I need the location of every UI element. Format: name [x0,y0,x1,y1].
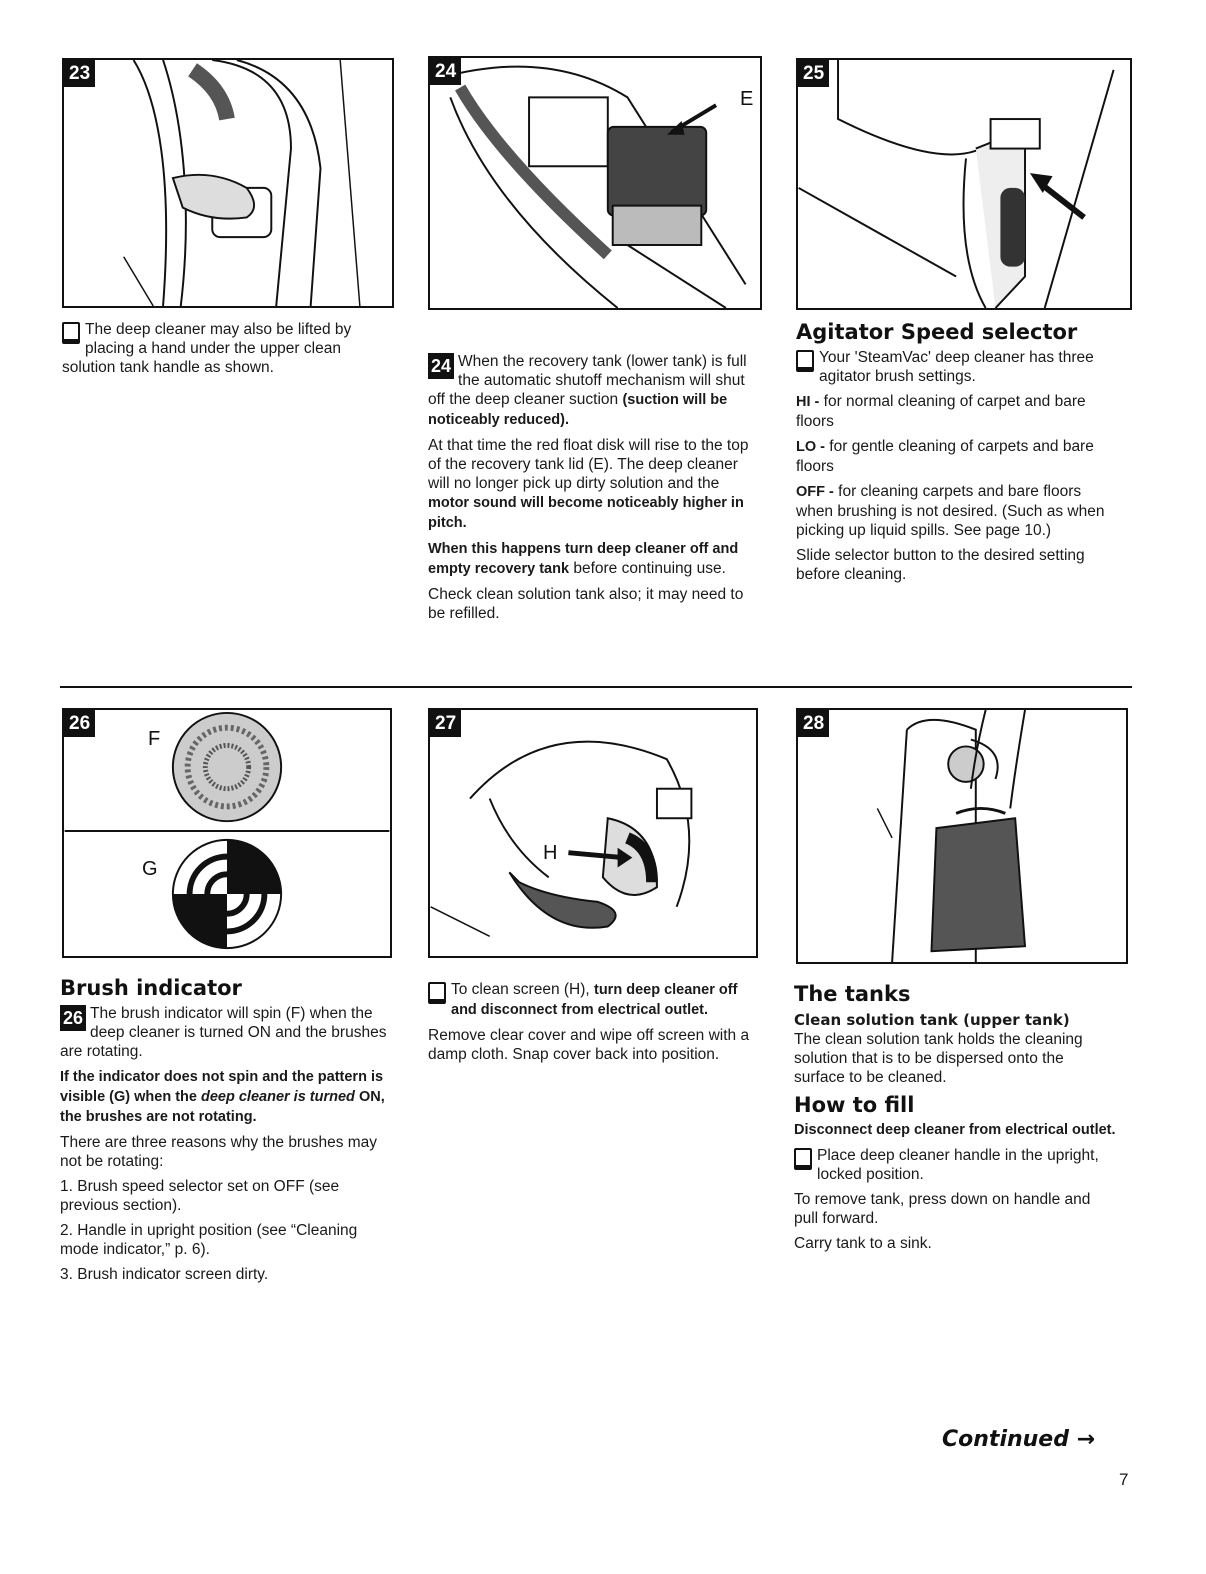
spin-description: The brush indicator will spin (F) when the deep cleaner is turned ON and the brushes are rotating. [60,1005,387,1060]
setting-lo-text: for gentle cleaning of carpets and bare floors [796,438,1094,475]
reason-2: 2. Handle in upright position (see “Cleaning mode indicator,” p. 6). [60,1222,358,1258]
figure-24 [428,56,762,310]
section-divider [60,686,1132,688]
figure-25 [796,58,1132,310]
illustration-recovery-tank [430,58,760,308]
no-spin-warning: If the indicator does not spin and the pattern is visible (G) when the [60,1069,384,1105]
text-column-26 [60,976,390,1290]
setting-hi-text: for normal cleaning of carpet and bare floors [796,393,1086,430]
clean-screen-text: To clean screen (H), [451,981,594,998]
illustration-brush-indicator [64,710,390,956]
figure-number-26: 26 [64,710,95,737]
page-number: 7 [1119,1470,1129,1489]
subheading-clean-solution-tank: Clean solution tank (upper tank) [794,1011,1070,1029]
figure-number-24: 24 [430,58,461,85]
text-column-24 [428,352,750,629]
checkbox-icon [794,1148,812,1170]
continuing-use-text: before continuing use. [569,560,726,577]
callout-g: G [142,858,158,880]
no-spin-warning-italic: deep cleaner is turned [201,1089,355,1105]
checkbox-icon [62,322,80,344]
text-column-25 [796,320,1116,590]
reason-1: 1. Brush speed selector set on OFF (see previous section). [60,1178,340,1214]
heading-brush-indicator: Brush indicator [60,976,242,1000]
text-column-27 [428,980,754,1070]
heading-how-to-fill: How to fill [794,1093,915,1117]
remove-tank-text: To remove tank, press down on handle and pull forward. [794,1191,1091,1227]
figure-27 [428,708,758,958]
setting-off-text: for cleaning carpets and bare floors when brushing is not desired. (Such as when picking up liquid spills. See page 10.) [796,483,1105,539]
callout-f: F [148,728,161,750]
slide-selector-text: Slide selector button to the desired setting before cleaning. [796,547,1085,583]
illustration-hand-lifting-tank [64,60,392,306]
empty-tank-instruction: When this happens turn deep cleaner off and empty recovery tank [428,541,739,577]
figure-number-27: 27 [430,710,461,737]
illustration-clean-screen [430,710,756,956]
figure-number-25: 25 [798,60,829,87]
text-column-28 [794,982,1118,1259]
text-column-23 [62,320,380,383]
reasons-intro: There are three reasons why the brushes may not be rotating: [60,1134,378,1170]
figure-28 [796,708,1128,964]
lift-instruction: The deep cleaner may also be lifted by placing a hand under the upper clean solution tank handle as shown. [62,321,352,376]
setting-lo-label: LO - [796,439,825,455]
handle-upright-text: Place deep cleaner handle in the upright, locked position. [817,1147,1099,1183]
step-chip-24: 24 [428,353,454,379]
carry-tank-text: Carry tank to a sink. [794,1235,932,1252]
heading-the-tanks: The tanks [794,982,911,1006]
setting-off-label: OFF - [796,484,834,500]
motor-sound-note: motor sound will become noticeably higher in pitch. [428,495,744,531]
clean-tank-description: The clean solution tank holds the cleaning solution that is to be dispersed onto the surface to be cleaned. [794,1031,1083,1086]
step-chip-26: 26 [60,1005,86,1031]
continued-label: Continued → [942,1427,1096,1452]
agitator-intro: Your 'SteamVac' deep cleaner has three agitator brush settings. [819,349,1094,385]
checkbox-icon [428,982,446,1004]
figure-23 [62,58,394,308]
float-disk-text: At that time the red float disk will rise to the top of the recovery tank lid (E). The deep cleaner will no longer pick up dirty solution and the [428,437,749,492]
heading-agitator-speed: Agitator Speed selector [796,320,1078,344]
remove-cover-text: Remove clear cover and wipe off screen with a damp cloth. Snap cover back into position. [428,1027,750,1063]
reason-3: 3. Brush indicator screen dirty. [60,1266,269,1283]
illustration-tanks [798,710,1126,962]
check-clean-tank-text: Check clean solution tank also; it may need to be refilled. [428,586,744,622]
figure-number-23: 23 [64,60,95,87]
checkbox-icon [796,350,814,372]
figure-number-28: 28 [798,710,829,737]
disconnect-instruction: Disconnect deep cleaner from electrical outlet. [794,1122,1116,1138]
setting-hi-label: HI - [796,394,820,410]
no-spin-warning-end: ON, the brushes are not rotating. [60,1089,385,1125]
illustration-agitator-selector [798,60,1130,308]
recovery-full-text: When the recovery tank (lower tank) is full the automatic shutoff mechanism will shut off the deep cleaner suction [428,353,747,408]
callout-e: E [740,88,754,110]
disconnect-warning: turn deep cleaner off and disconnect from electrical outlet. [451,982,738,1018]
figure-26 [62,708,392,958]
suction-reduced-note: (suction will be noticeably reduced). [428,392,728,428]
callout-h: H [543,842,558,864]
